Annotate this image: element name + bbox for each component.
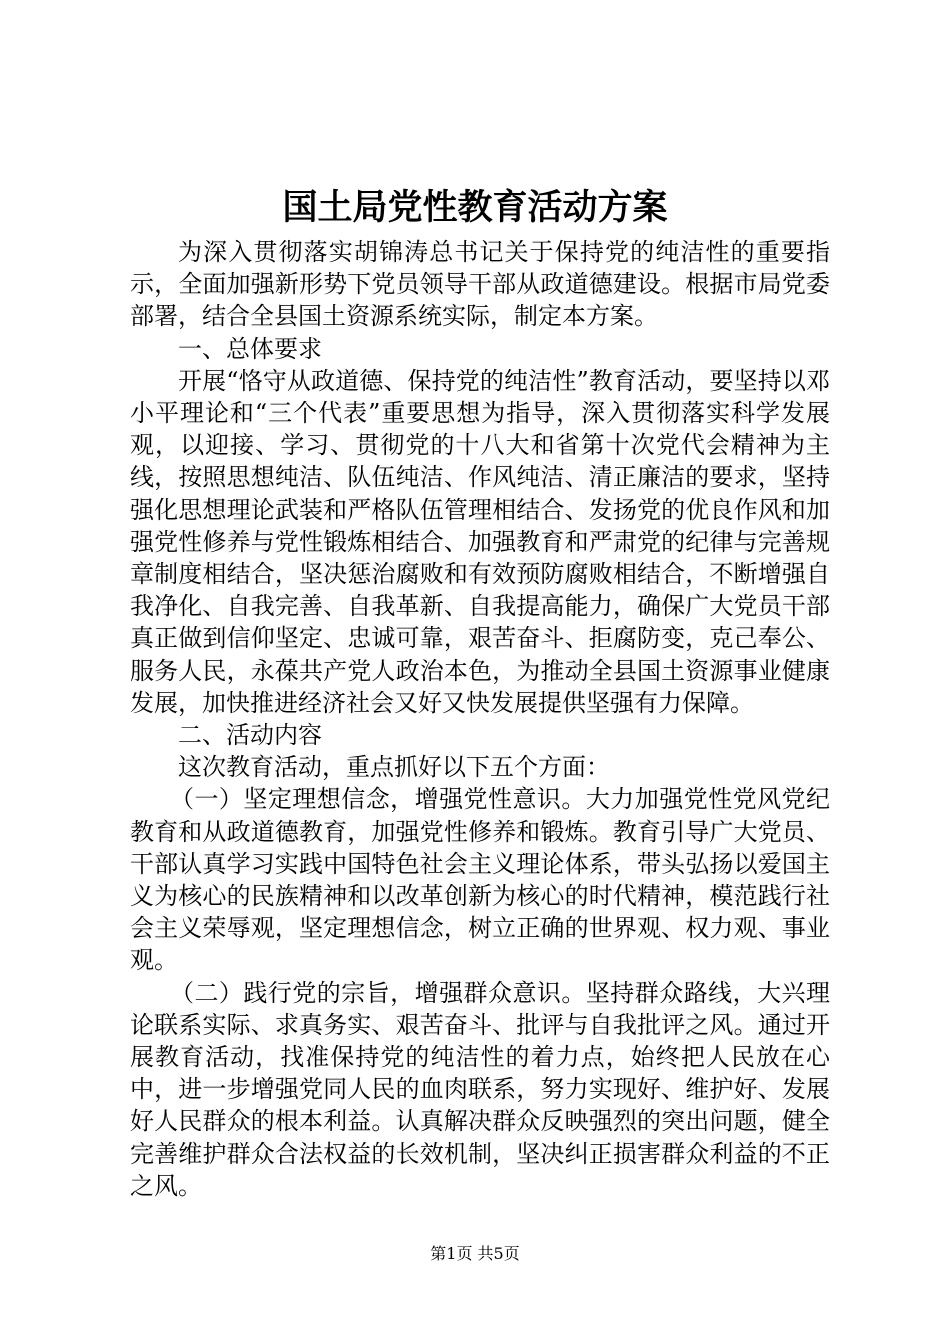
document-body — [130, 236, 830, 1202]
activity-item-2-paragraph: （二）践行党的宗旨，增强群众意识。坚持群众路线，大兴理论联系实际、求真务实、艰苦奋斗、批评与自我批评之风。通过开展教育活动，找准保持党的纯洁性的着力点，始终把人民放在心中，进一步增强党同人民的血肉联系，努力实现好、维护好、发展好人民群众的根本利益。认真解决群众反映强烈的突出问题，健全完善维护群众合法权益的长效机制，坚决纠正损害群众利益的不正之风。 — [130, 978, 830, 1200]
document-title: 国土局党性教育活动方案 — [282, 187, 668, 228]
intro-paragraph: 为深入贯彻落实胡锦涛总书记关于保持党的纯洁性的重要指示，全面加强新形势下党员领导干部从政道德建设。根据市局党委部署，结合全县国土资源系统实际，制定本方案。 — [130, 238, 830, 331]
general-requirements-paragraph: 开展“恪守从政道德、保持党的纯洁性”教育活动，要坚持以邓小平理论和“三个代表”重要思想为指导，深入贯彻落实科学发展观，以迎接、学习、贯彻党的十八大和省第十次党代会精神为主线，按照思想纯洁、队伍纯洁、作风纯洁、清正廉洁的要求，坚持强化思想理论武装和严格队伍管理相结合、发扬党的优良作风和加强党性修养与党性锻炼相结合、加强教育和严肃党的纪律与完善规章制度相结合，坚决惩治腐败和有效预防腐败相结合，不断增强自我净化、自我完善、自我革新、自我提高能力，确保广大党员干部真正做到信仰坚定、忠诚可靠，艰苦奋斗、拒腐防变，克己奉公、服务人民，永葆共产党人政治本色，为推动全县国土资源事业健康发展，加快推进经济社会又好又快发展提供坚强有力保障。 — [130, 366, 830, 717]
section-heading-general-requirements: 一、总体要求 — [178, 334, 322, 363]
activity-item-1-paragraph: （一）坚定理想信念，增强党性意识。大力加强党性党风党纪教育和从政道德教育，加强党性修养和锻炼。教育引导广大党员、干部认真学习实践中国特色社会主义理论体系，带头弘扬以爱国主义为核心的民族精神和以改革创新为核心的时代精神，模范践行社会主义荣辱观，坚定理想信念，树立正确的世界观、权力观、事业观。 — [130, 785, 830, 975]
activity-content-intro: 这次教育活动，重点抓好以下五个方面： — [178, 753, 610, 782]
page-footer: 第1页 共5页 — [430, 1244, 520, 1263]
section-heading-activity-content: 二、活动内容 — [178, 721, 322, 750]
